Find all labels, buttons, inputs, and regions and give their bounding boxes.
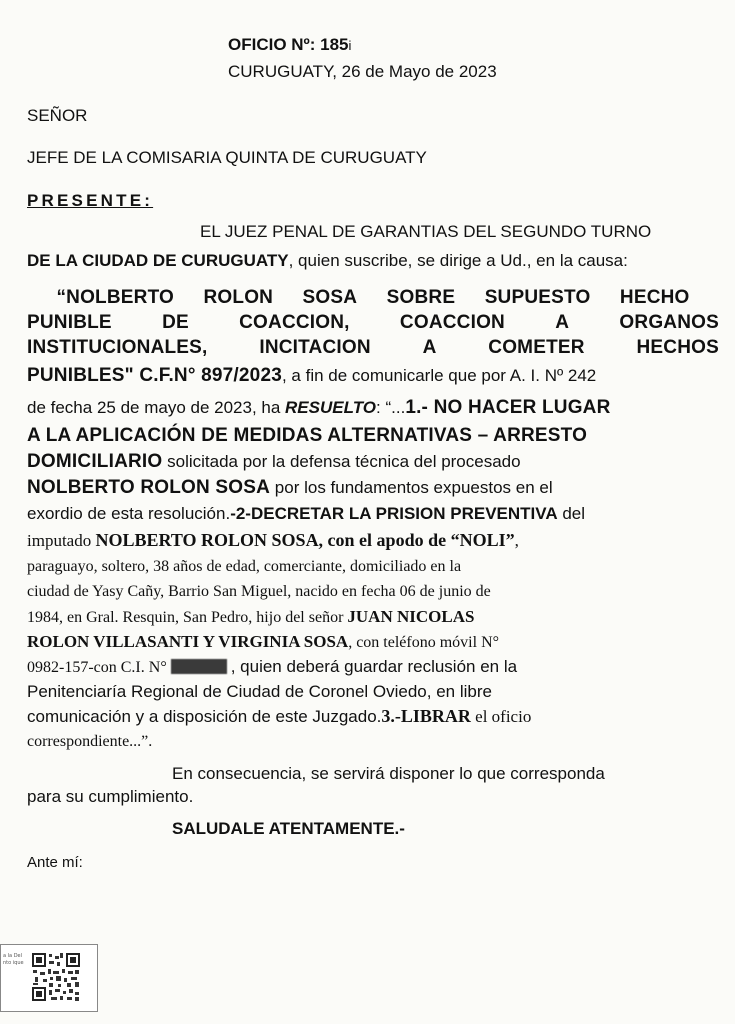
case-title-word: COMETER <box>488 337 585 358</box>
body-line-9: DOMICILIARIO solicitada por la defensa técnica del procesado <box>27 451 521 472</box>
body-line-20: correspondiente...”. <box>27 733 153 750</box>
salutation: SEÑOR <box>27 106 88 125</box>
case-title-word: SOBRE <box>386 287 456 308</box>
body-line-7: de fecha 25 de mayo de 2023, ha RESUELTO: “...1.- NO HACER LUGAR <box>27 397 611 418</box>
redacted-id <box>171 659 227 674</box>
case-title-line-1 <box>27 287 719 308</box>
body-line-8: A LA APLICACIÓN DE MEDIDAS ALTERNATIVAS – ARRESTO <box>27 425 588 446</box>
case-title-word: A <box>555 312 570 333</box>
body-line-6: PUNIBLES" C.F.N° 897/2023, a fin de comunicarle que por A. I. Nº 242 <box>27 365 597 386</box>
case-title-word: “NOLBERTO <box>56 287 175 308</box>
case-title-word: INSTITUCIONALES, <box>27 337 208 358</box>
body-line-2: DE LA CIUDAD DE CURUGUATY, quien suscribe, se dirige a Ud., en la causa: <box>27 251 628 270</box>
case-title-word: INCITACION <box>259 337 371 358</box>
case-title-word: HECHO <box>619 287 690 308</box>
body-line-13: paraguayo, soltero, 38 años de edad, comerciante, domiciliado en la <box>27 558 462 575</box>
case-title-word: HECHOS <box>636 337 719 358</box>
case-title-word: ROLON <box>203 287 274 308</box>
body-line-17: 0982-157-con C.I. N° , quien deberá guardar reclusión en la <box>27 657 518 676</box>
closing-greeting: SALUDALE ATENTAMENTE.- <box>172 819 405 838</box>
case-title-word: COACCION <box>399 312 505 333</box>
body-line-15: 1984, en Gral. Resquin, San Pedro, hijo del señor JUAN NICOLAS <box>27 607 475 626</box>
case-title-word: SOSA <box>302 287 358 308</box>
case-title-word: SUPUESTO <box>484 287 591 308</box>
closing-line-1: En consecuencia, se servirá disponer lo que corresponda <box>172 764 605 783</box>
case-title-word: A <box>422 337 437 358</box>
body-line-11: exordio de esta resolución.-2-DECRETAR LA PRISION PREVENTIVA del <box>27 504 586 523</box>
ante-mi: Ante mí: <box>27 854 83 871</box>
case-title-word: ORGANOS <box>619 312 719 333</box>
body-line-19: comunicación y a disposición de este Juzgado.3.-LIBRAR el oficio <box>27 706 532 726</box>
place-date: CURUGUATY, 26 de Mayo de 2023 <box>228 62 497 81</box>
oficio-number: OFICIO Nº: 185i <box>228 35 352 54</box>
presente-heading: PRESENTE: <box>27 191 154 210</box>
closing-line-2: para su cumplimiento. <box>27 787 194 806</box>
body-line-14: ciudad de Yasy Cañy, Barrio San Miguel, nacido en fecha 06 de junio de <box>27 583 491 600</box>
body-line-16: ROLON VILLASANTI Y VIRGINIA SOSA, con teléfono móvil N° <box>27 632 500 651</box>
case-title-word: COACCION, <box>239 312 350 333</box>
body-line-18: Penitenciaría Regional de Ciudad de Coronel Oviedo, en libre <box>27 682 492 701</box>
body-line-12: imputado NOLBERTO ROLON SOSA, con el apodo de “NOLI”, <box>27 530 519 550</box>
case-title-word: PUNIBLE <box>27 312 112 333</box>
case-title-line-3 <box>27 337 719 358</box>
body-line-10: NOLBERTO ROLON SOSA por los fundamentos expuestos en el <box>27 477 553 498</box>
stamp-side-text: a la Del nto ique <box>3 953 24 966</box>
recipient: JEFE DE LA COMISARIA QUINTA DE CURUGUATY <box>27 148 427 167</box>
qr-code-icon <box>31 952 81 1002</box>
case-title-line-2 <box>27 312 719 333</box>
verification-stamp <box>0 944 98 1012</box>
case-title-word: DE <box>162 312 189 333</box>
body-line-1: EL JUEZ PENAL DE GARANTIAS DEL SEGUNDO TURNO <box>200 222 652 241</box>
